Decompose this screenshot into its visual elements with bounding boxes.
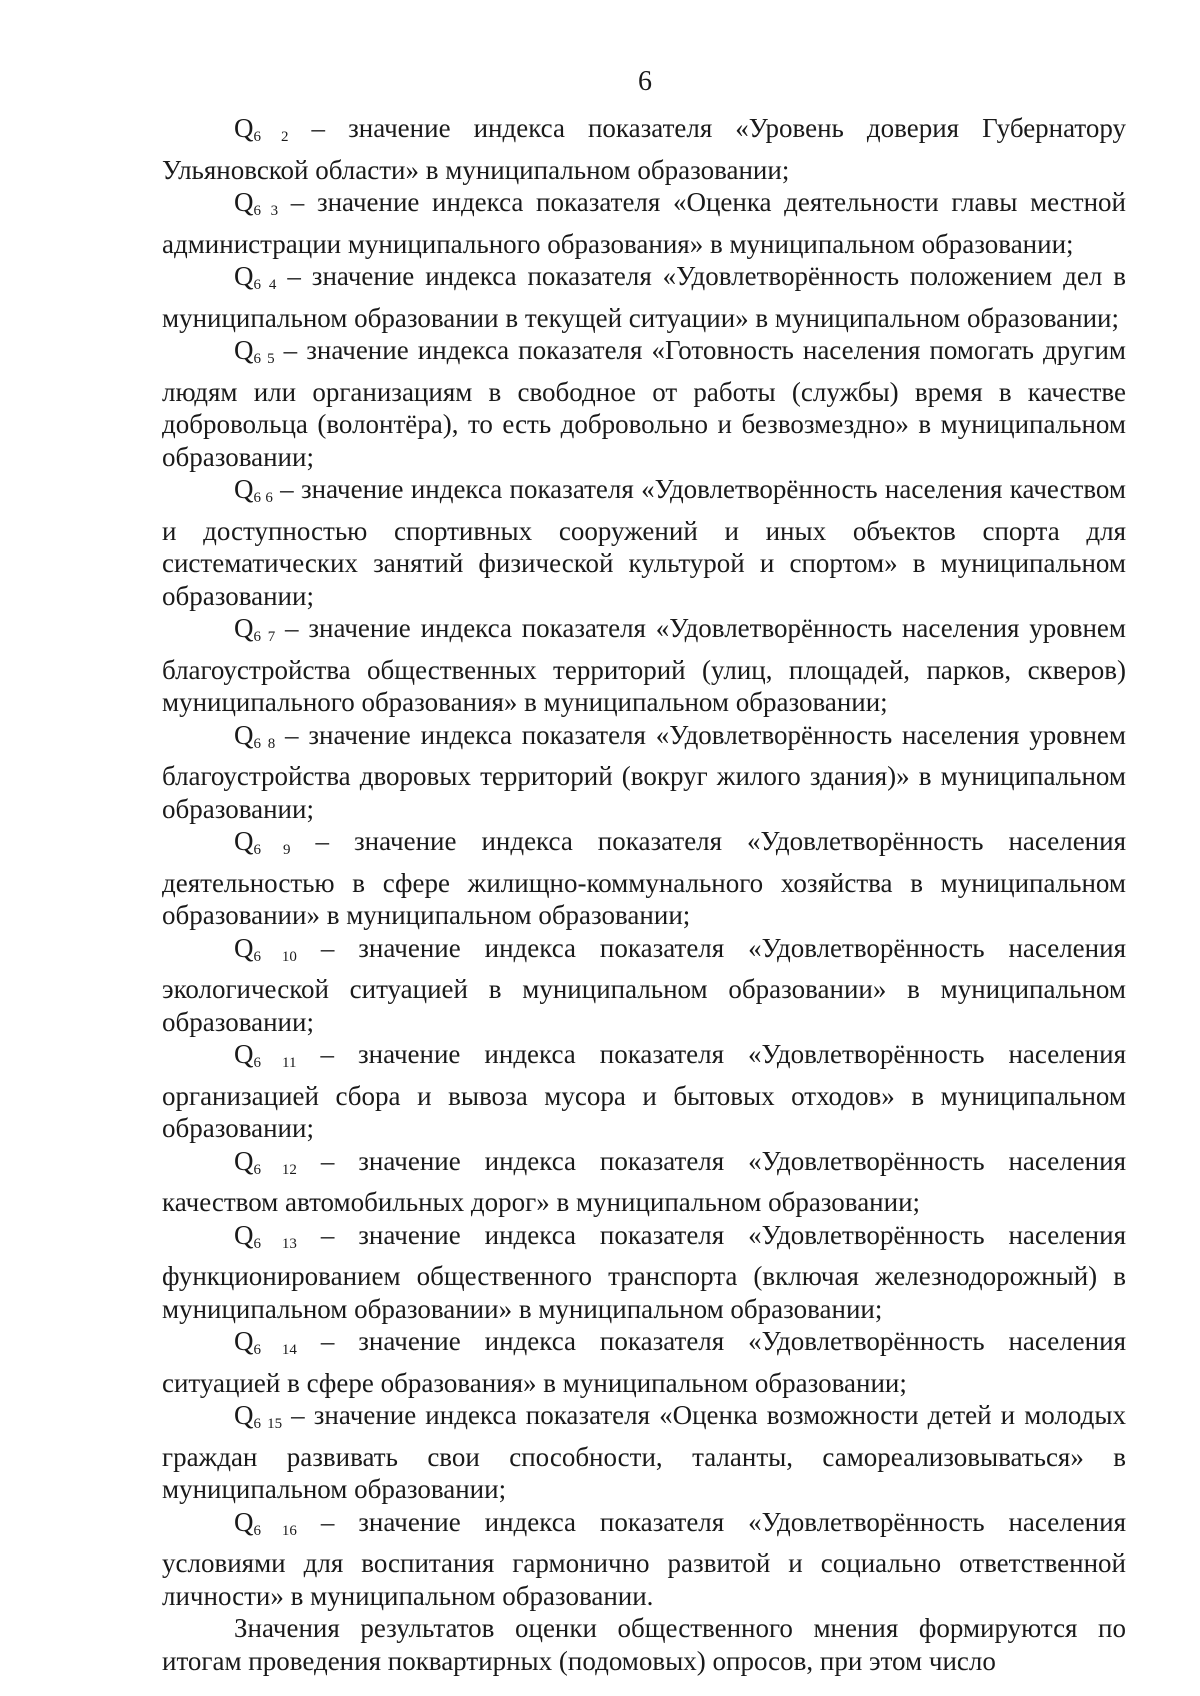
definition-paragraph: $Q_{6 8}$ – значение индекса показателя «Удовлетворённость населения уровнем благоустройства дворовых территорий (вокруг жилого здания)» в муниципальном образовании; bbox=[162, 719, 1126, 824]
definition-paragraph: $Q_{6 16}$ – значение индекса показателя «Удовлетворённость населения условиями для воспитания гармонично развитой и социально ответственной личности» в муниципальном образовании. bbox=[162, 1506, 1126, 1611]
definition-paragraph: $Q_{6 9}$ – значение индекса показателя «Удовлетворённость населения деятельностью в сфере жилищно-коммунального хозяйства в муниципальном образовании» в муниципальном образовании; bbox=[162, 826, 1126, 930]
definition-paragraph: $Q_{6 12}$ – значение индекса показателя «Удовлетворённость населения качеством автомобильных дорог» в муниципальном образовании; bbox=[162, 1145, 1126, 1217]
index-symbol: $Q_{6 5}$ bbox=[234, 335, 275, 367]
definition-paragraph: $Q_{6 14}$ – значение индекса показателя «Удовлетворённость населения ситуацией в сфере образования» в муниципальном образовании; bbox=[162, 1326, 1126, 1398]
definition-paragraph: $Q_{6 3}$ – значение индекса показателя «Оценка деятельности главы местной администрации муниципального образования» в муниципальном образовании; bbox=[162, 187, 1127, 259]
index-symbol: $Q_{6 14}$ bbox=[234, 1326, 297, 1358]
index-symbol: $Q_{6 8}$ bbox=[234, 719, 276, 752]
index-symbol: $Q_{6 15}$ bbox=[234, 1400, 283, 1432]
index-symbol: $Q_{6 9}$ bbox=[234, 826, 291, 858]
definition-paragraph: $Q_{6 5}$ – значение индекса показателя «Готовность населения помогать другим людям или организациям в свободное от работы (службы) время в качестве добровольца (волонтёра), то есть добровольно и безвозмездно» в муниципальном образовании; bbox=[162, 335, 1127, 472]
index-symbol: $Q_{6 6}$ bbox=[234, 474, 273, 506]
definition-paragraph: $Q_{6 13}$ – значение индекса показателя «Удовлетворённость населения функционированием общественного транспорта (включая железнодорожный) в муниципальном образовании» в муниципальном образовании; bbox=[162, 1219, 1126, 1324]
definition-paragraph: $Q_{6 7}$ – значение индекса показателя «Удовлетворённость населения уровнем благоустройства общественных территорий (улиц, площадей, парков, скверов) муниципального образования» в муниципальном образовании; bbox=[162, 613, 1126, 717]
index-symbol: $Q_{6 2}$ bbox=[234, 113, 289, 145]
index-symbol: $Q_{6 4}$ bbox=[234, 261, 277, 293]
definition-paragraph: $Q_{6 2}$ – значение индекса показателя «Уровень доверия Губернатору Ульяновской области» в муниципальном образовании; bbox=[162, 113, 1127, 185]
index-symbol: $Q_{6 3}$ bbox=[234, 187, 279, 219]
definition-paragraph: $Q_{6 4}$ – значение индекса показателя «Удовлетворённость положением дел в муниципальном образовании в текущей ситуации» в муниципальном образовании; bbox=[162, 261, 1126, 333]
definition-paragraph: $Q_{6 11}$ – значение индекса показателя «Удовлетворённость населения организацией сбора и вывоза мусора и бытовых отходов» в муниципальном образовании; bbox=[162, 1039, 1126, 1143]
document-body bbox=[162, 112, 1126, 1677]
definition-paragraph: $Q_{6 10}$ – значение индекса показателя «Удовлетворённость населения экологической ситуацией в муниципальном образовании» в муниципальном образовании; bbox=[162, 932, 1126, 1037]
page-number: 6 bbox=[638, 66, 652, 97]
index-symbol: $Q_{6 11}$ bbox=[234, 1039, 297, 1071]
index-symbol: $Q_{6 12}$ bbox=[234, 1145, 297, 1178]
index-symbol: $Q_{6 13}$ bbox=[234, 1219, 297, 1252]
definition-paragraph: $Q_{6 15}$ – значение индекса показателя «Оценка возможности детей и молодых граждан развивать свои способности, таланты, самореализовываться» в муниципальном образовании; bbox=[162, 1400, 1126, 1504]
index-symbol: $Q_{6 10}$ bbox=[234, 932, 297, 965]
closing-paragraph: Значения результатов оценки общественного мнения формируются по итогам проведения поквартирных (подомовых) опросов, при этом число bbox=[162, 1613, 1126, 1676]
definition-paragraph: $Q_{6 6}$ – значение индекса показателя «Удовлетворённость населения качеством и доступностью спортивных сооружений и иных объектов спорта для систематических занятий физической культурой и спортом» в муниципальном образовании; bbox=[162, 474, 1126, 611]
index-symbol: $Q_{6 16}$ bbox=[234, 1506, 297, 1539]
index-symbol: $Q_{6 7}$ bbox=[234, 613, 276, 645]
